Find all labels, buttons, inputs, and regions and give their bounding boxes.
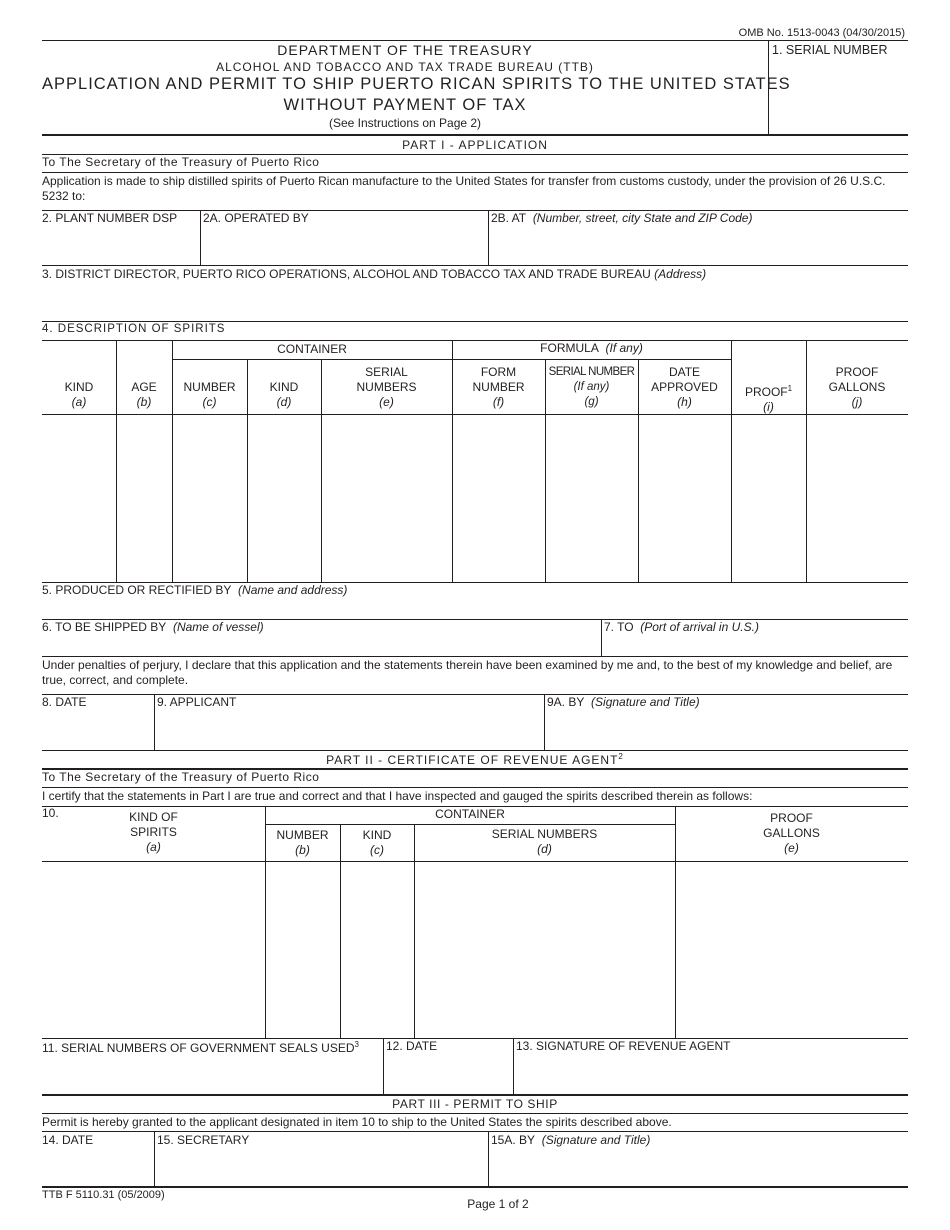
form-id: TTB F 5110.31 (05/2009) bbox=[42, 1189, 165, 1201]
rule bbox=[42, 1094, 908, 1096]
container-kind-input[interactable] bbox=[248, 416, 320, 580]
col-kind-a: KIND (a) bbox=[64, 380, 94, 409]
divider bbox=[544, 694, 545, 750]
item12-label: 12. DATE bbox=[386, 1039, 438, 1053]
col-proof-i: PROOF$^1$ (i) bbox=[744, 384, 793, 414]
form-title-line2: WITHOUT PAYMENT OF TAX bbox=[283, 96, 527, 114]
rule bbox=[42, 861, 908, 862]
divider bbox=[154, 1131, 155, 1187]
spirits-kind-input[interactable] bbox=[42, 416, 115, 580]
item4-label: 4. DESCRIPTION OF SPIRITS bbox=[42, 323, 226, 335]
part2-heading: PART II - CERTIFICATE OF REVENUE AGENT$^2$ bbox=[326, 752, 624, 767]
applicant-input[interactable] bbox=[156, 712, 542, 748]
rule bbox=[42, 1131, 908, 1132]
rule bbox=[42, 787, 908, 788]
col-proof-gallons-e: PROOF GALLONS (e) bbox=[763, 811, 820, 855]
divider bbox=[601, 619, 602, 656]
part3-heading: PART III - PERMIT TO SHIP bbox=[392, 1097, 558, 1111]
container-group-header: CONTAINER bbox=[277, 342, 347, 356]
item8-label: 8. DATE bbox=[42, 695, 87, 709]
formula-serial-number-input[interactable] bbox=[546, 416, 637, 580]
gauged-container-number-input[interactable] bbox=[266, 863, 339, 1036]
item9a-label: 9A. BY (Signature and Title) bbox=[547, 695, 700, 709]
col-serial-numbers-e: SERIAL NUMBERS (e) bbox=[356, 365, 417, 409]
rule bbox=[42, 750, 908, 751]
part2-to-secretary: To The Secretary of the Treasury of Puerto Rico bbox=[42, 770, 320, 784]
gauged-proof-gallons-input[interactable] bbox=[676, 863, 907, 1036]
vessel-name-input[interactable] bbox=[42, 637, 599, 655]
bureau-title: ALCOHOL AND TOBACCO AND TAX TRADE BUREAU (TTB) bbox=[216, 60, 594, 74]
divider bbox=[513, 1038, 514, 1094]
col-kind-c: KIND (c) bbox=[362, 828, 392, 857]
omb-number: OMB No. 1513-0043 (04/30/2015) bbox=[738, 27, 905, 39]
district-director-address-input[interactable] bbox=[42, 284, 906, 319]
divider bbox=[154, 694, 155, 750]
item11-label: 11. SERIAL NUMBERS OF GOVERNMENT SEALS USED$^3$ bbox=[42, 1040, 359, 1055]
item5-label: 5. PRODUCED OR RECTIFIED BY (Name and address) bbox=[42, 583, 348, 597]
page-number: Page 1 of 2 bbox=[467, 1197, 529, 1211]
see-instructions: (See Instructions on Page 2) bbox=[328, 116, 482, 130]
application-text: Application is made to ship distilled spirits of Puerto Rican manufacture to the United States for transfer from customs custody, under the provision of 26 U.S.C. 5232 to: bbox=[42, 174, 886, 203]
rule bbox=[42, 265, 908, 266]
part1-to-secretary: To The Secretary of the Treasury of Puerto Rico bbox=[42, 155, 320, 169]
col-serial-numbers-d: SERIAL NUMBERS (d) bbox=[491, 827, 598, 856]
header-bottom-rule bbox=[42, 134, 908, 136]
col-kind-d: KIND (d) bbox=[269, 380, 299, 409]
form-title-line1: APPLICATION AND PERMIT TO SHIP PUERTO RICAN SPIRITS TO THE UNITED STATES bbox=[42, 75, 791, 93]
formula-date-approved-input[interactable] bbox=[639, 416, 730, 580]
item15-label: 15. SECRETARY bbox=[157, 1133, 250, 1147]
perjury-statement: Under penalties of perjury, I declare that this application and the statements therein have been examined by me and, to the best of my knowledge and belief, are true, correct, and complete. bbox=[42, 658, 893, 687]
port-of-arrival-input[interactable] bbox=[603, 637, 906, 655]
col-kind-of-spirits-a: KIND OF SPIRITS (a) bbox=[129, 810, 178, 854]
top-rule bbox=[42, 40, 908, 41]
col-proof-gallons-j: PROOF GALLONS (j) bbox=[828, 365, 886, 409]
rule bbox=[42, 1113, 908, 1114]
rule bbox=[42, 1038, 908, 1039]
proof-input[interactable] bbox=[732, 416, 805, 580]
agent-date-input[interactable] bbox=[385, 1057, 511, 1092]
formula-form-number-input[interactable] bbox=[453, 416, 544, 580]
part1-heading: PART I - APPLICATION bbox=[402, 138, 548, 152]
item13-label: 13. SIGNATURE OF REVENUE AGENT bbox=[516, 1039, 731, 1053]
col-age-b: AGE (b) bbox=[131, 380, 157, 409]
spirits-age-input[interactable] bbox=[117, 416, 171, 580]
divider bbox=[200, 210, 201, 265]
serial-number-label: 1. SERIAL NUMBER bbox=[772, 43, 888, 57]
revenue-agent-signature-input[interactable] bbox=[515, 1057, 906, 1092]
produced-by-input[interactable] bbox=[42, 600, 906, 618]
item9-label: 9. APPLICANT bbox=[157, 695, 237, 709]
operated-by-input[interactable] bbox=[202, 228, 486, 263]
divider bbox=[488, 210, 489, 265]
item6-label: 6. TO BE SHIPPED BY (Name of vessel) bbox=[42, 620, 264, 634]
plant-number-input[interactable] bbox=[42, 228, 198, 263]
item7-label: 7. TO (Port of arrival in U.S.) bbox=[604, 620, 759, 634]
col-serial-number-g: SERIAL NUMBER (If any) (g) bbox=[548, 366, 635, 408]
rule bbox=[452, 359, 731, 360]
rule bbox=[42, 656, 908, 657]
item14-label: 14. DATE bbox=[42, 1133, 94, 1147]
rule bbox=[172, 359, 452, 360]
gauged-container-kind-input[interactable] bbox=[341, 863, 413, 1036]
department-title: DEPARTMENT OF THE TREASURY bbox=[277, 42, 533, 58]
col-date-approved-h: DATE APPROVED (h) bbox=[651, 365, 718, 409]
gauged-serial-numbers-input[interactable] bbox=[415, 863, 674, 1036]
col-form-number-f: FORM NUMBER (f) bbox=[472, 365, 525, 409]
item2-label: 2. PLANT NUMBER DSP bbox=[42, 211, 178, 225]
item3-label: 3. DISTRICT DIRECTOR, PUERTO RICO OPERATIONS, ALCOHOL AND TOBACCO TAX AND TRADE BUREAU (Address) bbox=[42, 267, 707, 281]
formula-group-header: FORMULA (If any) bbox=[540, 341, 643, 355]
rule bbox=[42, 414, 908, 415]
application-date-input[interactable] bbox=[42, 712, 152, 748]
container-number-input[interactable] bbox=[173, 416, 246, 580]
item10-label: 10. bbox=[42, 806, 59, 820]
secretary-signature-input[interactable] bbox=[490, 1150, 906, 1185]
divider bbox=[383, 1038, 384, 1094]
rule bbox=[42, 172, 908, 173]
part2-container-group-header: CONTAINER bbox=[435, 807, 505, 821]
address-at-input[interactable] bbox=[490, 228, 906, 263]
applicant-signature-input[interactable] bbox=[546, 712, 906, 748]
item2b-label: 2B. AT (Number, street, city State and ZIP Code) bbox=[491, 211, 753, 225]
divider bbox=[488, 1131, 489, 1187]
col-number-b: NUMBER (b) bbox=[276, 828, 329, 857]
seal-serial-numbers-input[interactable] bbox=[42, 1057, 381, 1092]
rule bbox=[42, 1186, 908, 1188]
container-serial-numbers-input[interactable] bbox=[322, 416, 451, 580]
gauged-kind-of-spirits-input[interactable] bbox=[42, 863, 264, 1036]
rule bbox=[42, 321, 908, 322]
serial-number-input[interactable] bbox=[772, 62, 906, 132]
item15a-label: 15A. BY (Signature and Title) bbox=[491, 1133, 651, 1147]
proof-gallons-input[interactable] bbox=[807, 416, 907, 580]
col-number-c: NUMBER (c) bbox=[183, 380, 236, 409]
permit-date-input[interactable] bbox=[42, 1150, 152, 1185]
rule bbox=[265, 824, 675, 825]
permit-statement: Permit is hereby granted to the applicant designated in item 10 to ship to the United States the spirits described above. bbox=[42, 1115, 672, 1129]
certify-statement: I certify that the statements in Part I are true and correct and that I have inspected and gauged the spirits described therein as follows: bbox=[42, 789, 753, 803]
item2a-label: 2A. OPERATED BY bbox=[203, 211, 309, 225]
secretary-input[interactable] bbox=[156, 1150, 486, 1185]
